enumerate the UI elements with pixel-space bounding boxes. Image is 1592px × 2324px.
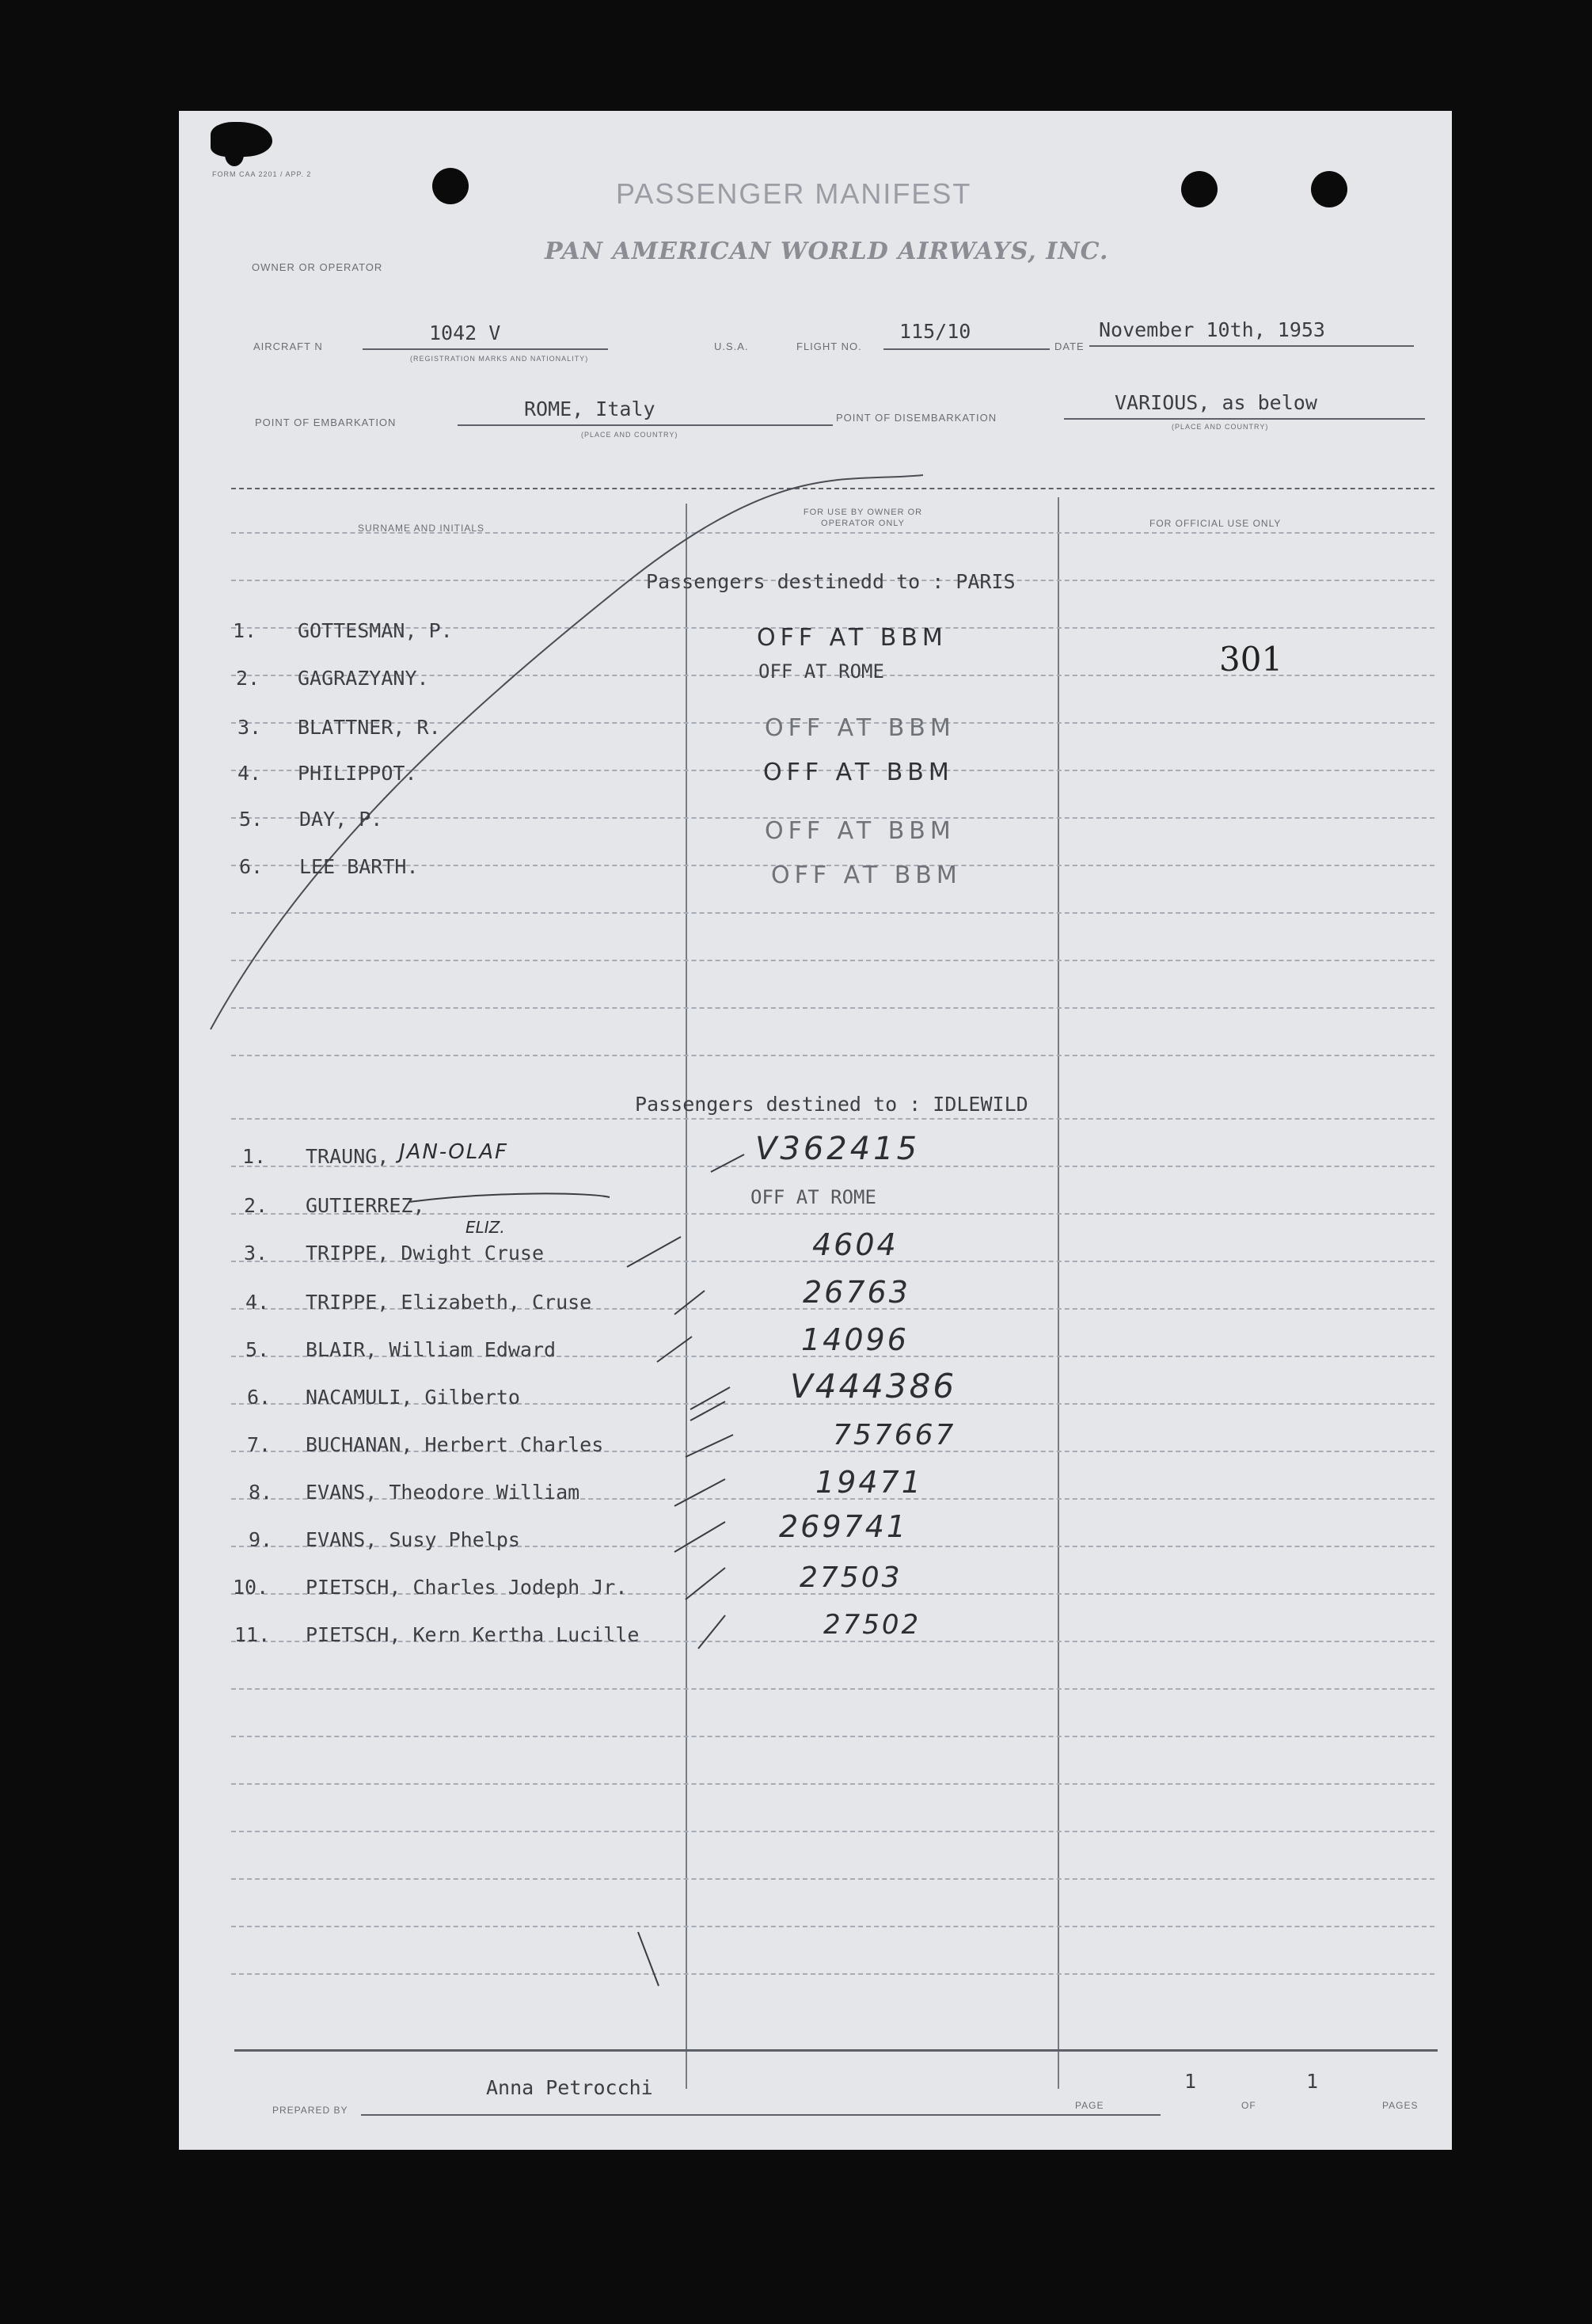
row-number: 3. — [244, 1242, 268, 1265]
flight-label: FLIGHT NO. — [796, 340, 862, 352]
disembarkation-label: POINT OF DISEMBARKATION — [836, 412, 997, 424]
operator-entry: 27503 — [800, 1561, 902, 1594]
handwritten-correction: ELIZ. — [465, 1218, 505, 1237]
passenger-name: PHILIPPOT. — [298, 762, 417, 785]
operator-entry: OFF AT ROME — [750, 1186, 876, 1208]
row-number: 4. — [237, 762, 262, 785]
operator-entry: 19471 — [815, 1465, 923, 1500]
aircraft-value: 1042 V — [429, 321, 501, 344]
passenger-name: DAY, P. — [299, 808, 383, 831]
manifest-sheet — [179, 111, 1452, 2150]
operator-entry: OFF AT BBM — [771, 862, 962, 889]
row-number: 5. — [245, 1338, 270, 1361]
operator-entry: 4604 — [812, 1227, 899, 1262]
operator-entry: V362415 — [755, 1131, 921, 1167]
prepared-by-value: Anna Petrocchi — [486, 2076, 653, 2099]
row-number: 1. — [242, 1145, 267, 1168]
embarkation-label: POINT OF EMBARKATION — [255, 416, 397, 428]
pages-label: PAGES — [1382, 2100, 1419, 2111]
row-number: 6. — [239, 855, 264, 878]
operator-entry: OFF AT BBM — [765, 714, 956, 742]
section-heading-idlewild: Passengers destined to : IDLEWILD — [635, 1093, 1028, 1116]
passenger-name: EVANS, Susy Phelps — [306, 1528, 520, 1551]
passenger-name: LEE BARTH. — [299, 855, 419, 878]
row-number: 1. — [233, 619, 257, 642]
owner-value: PAN AMERICAN WORLD AIRWAYS, INC. — [545, 238, 1109, 265]
date-value: November 10th, 1953 — [1099, 318, 1325, 341]
passenger-name: BUCHANAN, Herbert Charles — [306, 1433, 604, 1456]
aircraft-sub-label: (REGISTRATION MARKS AND NATIONALITY) — [410, 355, 589, 363]
row-number: 5. — [239, 808, 264, 831]
passenger-name: GOTTESMAN, P. — [298, 619, 453, 642]
col-header-official: FOR OFFICIAL USE ONLY — [1149, 518, 1282, 529]
row-number: 6. — [247, 1386, 272, 1409]
row-number: 8. — [249, 1481, 273, 1504]
passenger-name: TRAUNG, — [306, 1145, 389, 1168]
embarkation-value: ROME, Italy — [524, 397, 655, 420]
operator-entry: 14096 — [801, 1322, 909, 1357]
passenger-name: BLATTNER, R. — [298, 716, 441, 739]
operator-entry: OFF AT ROME — [758, 660, 884, 683]
passenger-name: NACAMULI, Gilberto — [306, 1386, 520, 1409]
row-number: 4. — [245, 1291, 270, 1314]
col-header-operator: FOR USE BY OWNER OR OPERATOR ONLY — [803, 508, 923, 528]
embarkation-sub-label: (PLACE AND COUNTRY) — [581, 431, 678, 439]
section-heading-paris: Passengers destinedd to : PARIS — [646, 570, 1016, 593]
operator-entry: OFF AT BBM — [765, 817, 956, 845]
row-number: 2. — [244, 1194, 268, 1217]
date-label: DATE — [1054, 340, 1085, 352]
official-note: 301 — [1219, 640, 1283, 679]
page-label: PAGE — [1075, 2100, 1104, 2111]
passenger-name: GUTIERREZ, — [306, 1194, 425, 1217]
passenger-name: PIETSCH, Charles Jodeph Jr. — [306, 1576, 628, 1599]
disembarkation-sub-label: (PLACE AND COUNTRY) — [1172, 423, 1269, 431]
passenger-name: PIETSCH, Kern Kertha Lucille — [306, 1623, 640, 1646]
row-number: 2. — [236, 667, 260, 690]
of-value: 1 — [1306, 2070, 1319, 2093]
operator-entry: OFF AT BBM — [763, 759, 954, 786]
page-title: PASSENGER MANIFEST — [616, 177, 972, 210]
col-header-surname: SURNAME AND INITIALS — [358, 523, 485, 534]
row-number: 11. — [234, 1623, 271, 1646]
passenger-name: EVANS, Theodore William — [306, 1481, 580, 1504]
disembarkation-value: VARIOUS, as below — [1115, 391, 1317, 414]
form-corner-marks: FORM CAA 2201 / APP. 2 — [212, 170, 312, 178]
usa-label: U.S.A. — [714, 340, 749, 352]
check-marks — [179, 111, 1452, 2150]
passenger-name: BLAIR, William Edward — [306, 1338, 557, 1361]
page-value: 1 — [1184, 2070, 1197, 2093]
row-number: 3. — [237, 716, 262, 739]
prepared-by-label: PREPARED BY — [272, 2105, 348, 2116]
operator-entry: 269741 — [779, 1509, 909, 1544]
operator-entry: OFF AT BBM — [757, 624, 948, 652]
of-label: OF — [1241, 2100, 1256, 2111]
operator-entry: 27502 — [823, 1609, 921, 1641]
passenger-name: GAGRAZYANY. — [298, 667, 429, 690]
flight-value: 115/10 — [899, 320, 971, 343]
handwritten-first-name: JAN-OLAF — [399, 1140, 508, 1164]
owner-label: OWNER OR OPERATOR — [252, 261, 383, 273]
row-number: 10. — [233, 1576, 269, 1599]
row-number: 9. — [249, 1528, 273, 1551]
operator-entry: V444386 — [790, 1367, 957, 1405]
passenger-name: TRIPPE, Dwight Cruse — [306, 1242, 545, 1265]
passenger-name: TRIPPE, Elizabeth, Cruse — [306, 1291, 592, 1314]
operator-entry: 757667 — [833, 1419, 956, 1451]
row-number: 7. — [247, 1433, 272, 1456]
aircraft-label: AIRCRAFT N — [253, 340, 323, 352]
operator-entry: 26763 — [803, 1275, 910, 1310]
